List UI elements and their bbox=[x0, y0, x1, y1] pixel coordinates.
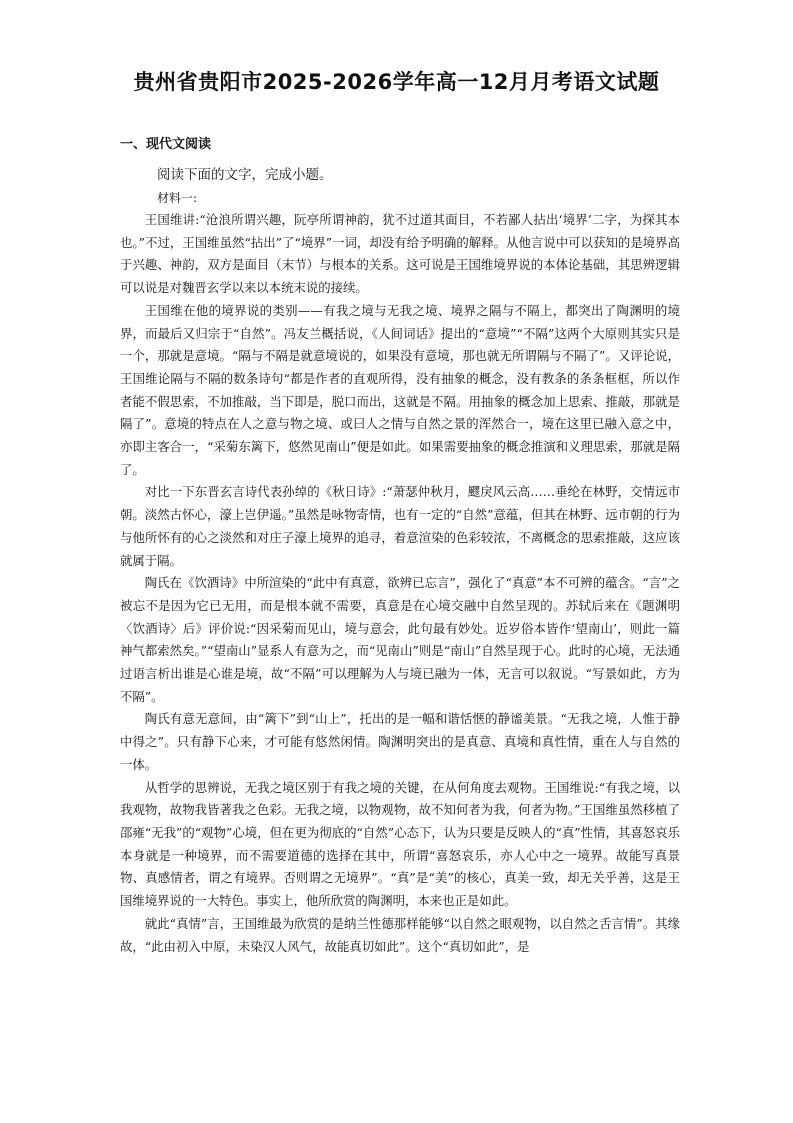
material-label: 材料一: bbox=[157, 191, 198, 205]
section-heading: 一、现代文阅读 bbox=[120, 137, 212, 152]
paragraph: 从哲学的思辨说，无我之境区别于有我之境的关键，在从何角度去观物。王国维说:“有我之境，以我观物，故物我皆著我之色彩。无我之境，以物观物，故不知何者为我，何者为物。”王国维虽然移植了邵雍“无我”的“观物”心境，但在更为彻底的“自然”心态下，认为只要是反映人的“真”性情，其喜怒哀乐本身就是一种境界，而不需要道德的选择在其中，所谓“喜怒哀乐，亦人心中之一境界。故能写真景物、真感情者，谓之有境界。否则谓之无境界”。“真”是“美”的核心，真美一致，却无关乎善，这是王国维境界说的一大特色。事实上，他所欣赏的陶渊明，本来也正是如此。 bbox=[120, 779, 680, 909]
paragraph: 王国维讲:“沧浪所谓兴趣，阮亭所谓神韵，犹不过道其面目，不若鄙人拈出‘境界’二字，为探其本也。”不过，王国维虽然“拈出”了“境界”一词，却没有给予明确的解释。从他言说中可以获知的是境界高于兴趣、神韵，双方是面目（末节）与根本的关系。这可说是王国维境界说的本体论基础，其思辨逻辑可以说是对魏晋玄学以来以本统末说的接续。 bbox=[120, 212, 680, 296]
paragraph: 陶氏有意无意间，由“篱下”到“山上”，托出的是一幅和谐恬惬的静谧美景。“无我之境，人惟于静中得之”。只有静下心来，才可能有悠然闲情。陶渊明突出的是真意、真境和真性情，重在人与自然的一体。 bbox=[120, 711, 680, 772]
paragraph: 陶氏在《饮酒诗》中所渲染的“此中有真意，欲辨已忘言”，强化了“真意”本不可辨的蕴含。“言”之被忘不是因为它已无用，而是根本就不需要，真意是在心境交融中自然呈现的。苏轼后来在《题渊明〈饮酒诗〉后》评价说:“因采菊而见山，境与意会，此句最有妙处。近岁俗本皆作‘望南山’，则此一篇神气都索然矣。”“望南山”显系人有意为之，而“见南山”则是“南山”自然呈现于心。此时的心境，无法通过语言析出谁是心谁是境，故“不隔”可以理解为人与境已融为一体，无言可以叙说。“写景如此，方为不隔”。 bbox=[120, 575, 680, 704]
document-title: 贵州省贵阳市2025-2026学年高一12月月考语文试题 bbox=[133, 70, 660, 94]
passage-body bbox=[120, 209, 680, 958]
paragraph: 王国维在他的境界说的类别——有我之境与无我之境、境界之隔与不隔上，都突出了陶渊明的境界，而最后又归宗于“自然”。冯友兰概括说，《人间词话》提出的“意境”“不隔”这两个大原则其实只是一个，那就是意境。“隔与不隔是就意境说的，如果没有意境，那也就无所谓隔与不隔了”。又评论说，王国维论隔与不隔的数条诗句“都是作者的直观所得，没有抽象的概念，没有教条的条条框框，所以作者能不假思索，不加推敲，当下即是，脱口而出，这就是不隔。用抽象的概念加上思索、推敲，那就是隔了”。意境的特点在人之意与物之境、或曰人之情与自然之景的浑然合一，境在这里已融入意之中，亦即主客合一，“采菊东篱下，悠然见南山”便是如此。如果需要抽象的概念推演和义理思索，那就是隔了。 bbox=[120, 302, 680, 477]
reading-instruction: 阅读下面的文字，完成小题。 bbox=[157, 167, 333, 183]
paragraph: 就此“真情”言，王国维最为欣赏的是纳兰性德那样能够“以自然之眼观物，以自然之舌言情”。其缘故，“此由初入中原，未染汉人风气，故能真切如此”。这个“真切如此”，是 bbox=[120, 915, 680, 954]
paragraph: 对比一下东晋玄言诗代表孙绰的《秋日诗》:“萧瑟仲秋月，飂戾风云高……垂纶在林野，交情远市朝。淡然古怀心，濠上岂伊遥。”虽然是咏物寄情，也有一定的“自然”意蕴，但其在林野、远市朝的行为与他所怀有的心之淡然和对庄子濠上境界的追寻，着意渲染的色彩较浓，不离概念的思索推敲，这应该就属于隔。 bbox=[120, 484, 680, 568]
